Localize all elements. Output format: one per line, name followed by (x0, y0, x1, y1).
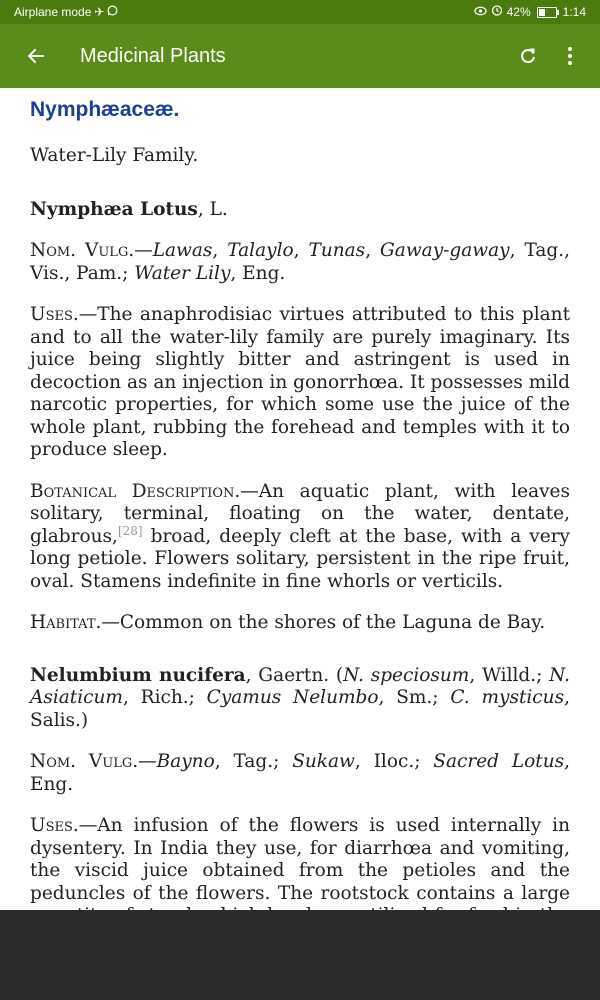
synonym: N. speciosum (343, 664, 470, 686)
botanical-text: —An aquatic plant, with leaves solitary, terminal, floating on the water, dentate, glabrous, (30, 480, 571, 547)
nom-vulg-label: Nom. Vulg. (30, 751, 139, 772)
back-button[interactable] (20, 40, 52, 72)
more-options-button[interactable] (556, 40, 584, 72)
synonym-text: , Rich.; (122, 687, 207, 708)
app-bar (0, 24, 600, 88)
common-name: Sukaw (292, 751, 355, 772)
synonym-text: , Sm.; (378, 687, 451, 708)
page-marker: [28] (117, 523, 143, 538)
uses-label: Uses. (30, 304, 79, 325)
nom-vulg-label: Nom. Vulg. (30, 240, 135, 261)
more-vert-icon (567, 46, 573, 66)
bottom-empty-area (0, 910, 600, 1000)
common-name: Water Lily (134, 262, 231, 284)
family-name: Water-Lily Family. (30, 145, 199, 166)
plant-name: Nelumbium nucifera (30, 664, 246, 686)
synonym: Cyamus Nelumbo (206, 687, 379, 708)
whatsapp-icon (107, 0, 118, 24)
language-note: , Iloc.; (354, 751, 434, 772)
common-name: Talaylo (227, 240, 294, 261)
battery-percent: 42% (506, 5, 531, 19)
dash: — (138, 751, 157, 772)
family-heading: Nymphæaceæ. (30, 98, 180, 121)
arrow-left-icon (26, 46, 46, 66)
dash: — (134, 240, 153, 261)
plant-author: , L. (197, 198, 228, 220)
habitat-text: —Common on the shores of the Laguna de Bay. (101, 612, 546, 633)
plant-title (30, 199, 570, 222)
synonym-text: , Gaertn. ( (245, 664, 344, 686)
habitat-label: Habitat. (30, 612, 102, 633)
battery-icon (537, 7, 557, 18)
separator: , (212, 240, 228, 261)
refresh-icon (518, 46, 538, 66)
battery-level-fill (539, 9, 546, 16)
status-left (14, 0, 118, 24)
eye-icon (474, 0, 487, 24)
botanical-label: Botanical Description. (30, 480, 241, 502)
page-title: Medicinal Plants (80, 45, 226, 67)
plant-name: Nymphæa Lotus (30, 198, 198, 220)
botanical-description (30, 481, 570, 594)
refresh-button[interactable] (512, 40, 544, 72)
status-bar (0, 0, 600, 24)
separator: , (293, 240, 309, 261)
common-name: Lawas (152, 240, 213, 261)
alarm-icon (491, 0, 503, 24)
synonym-text: , Willd.; (469, 664, 550, 686)
separator: , (365, 240, 381, 261)
language-note: , Eng. (230, 262, 286, 284)
language-note: , Tag.; (214, 751, 293, 772)
common-names (30, 751, 570, 796)
common-name: Gaway-gaway (380, 240, 510, 261)
synonym: N. Asiaticum (30, 664, 570, 708)
synonym: C. mysticus (450, 687, 565, 708)
plant-title (30, 665, 570, 733)
language-note: , Eng. (30, 751, 570, 795)
article-content[interactable] (0, 88, 600, 910)
clock: 1:14 (562, 5, 586, 19)
common-name: Bayno (156, 751, 215, 772)
uses-label: Uses. (30, 815, 79, 836)
status-right (474, 0, 586, 24)
uses-text: —The anaphrodisiac virtues attributed to this plant and to all the water-lily family are purely imaginary. Its juice being slightly bitter and astringent is used in decoction as an injection in gonorrhœa. It possesses mild narcotic properties, for which some use the juice of the whole plant, rubbing the forehead and temples with it to produce sleep. (30, 304, 570, 460)
common-names (30, 240, 570, 285)
uses-text: —An infusion of the flowers is used internally in dysentery. In India they use, for diarrhœa and vomiting, the viscid juice obtained from the petioles and the peduncles of the flowers. The rootstock contains a large (30, 815, 570, 904)
airplane-mode-label: Airplane mode (14, 5, 92, 19)
common-name: Tunas (308, 240, 366, 261)
airplane-icon: ✈ (94, 5, 105, 19)
habitat-paragraph (30, 612, 570, 635)
common-name: Sacred Lotus (433, 751, 565, 772)
botanical-text: broad, deeply cleft at the base, with a very long petiole. Flowers solitary, persistent in the ripe fruit, oval. Stamens indefinite in fine whorls or verticils. (30, 525, 570, 592)
language-note: , Tag., Vis., Pam.; (30, 240, 570, 284)
synonym-text: , Salis.) (30, 687, 570, 731)
uses-paragraph (30, 304, 570, 462)
